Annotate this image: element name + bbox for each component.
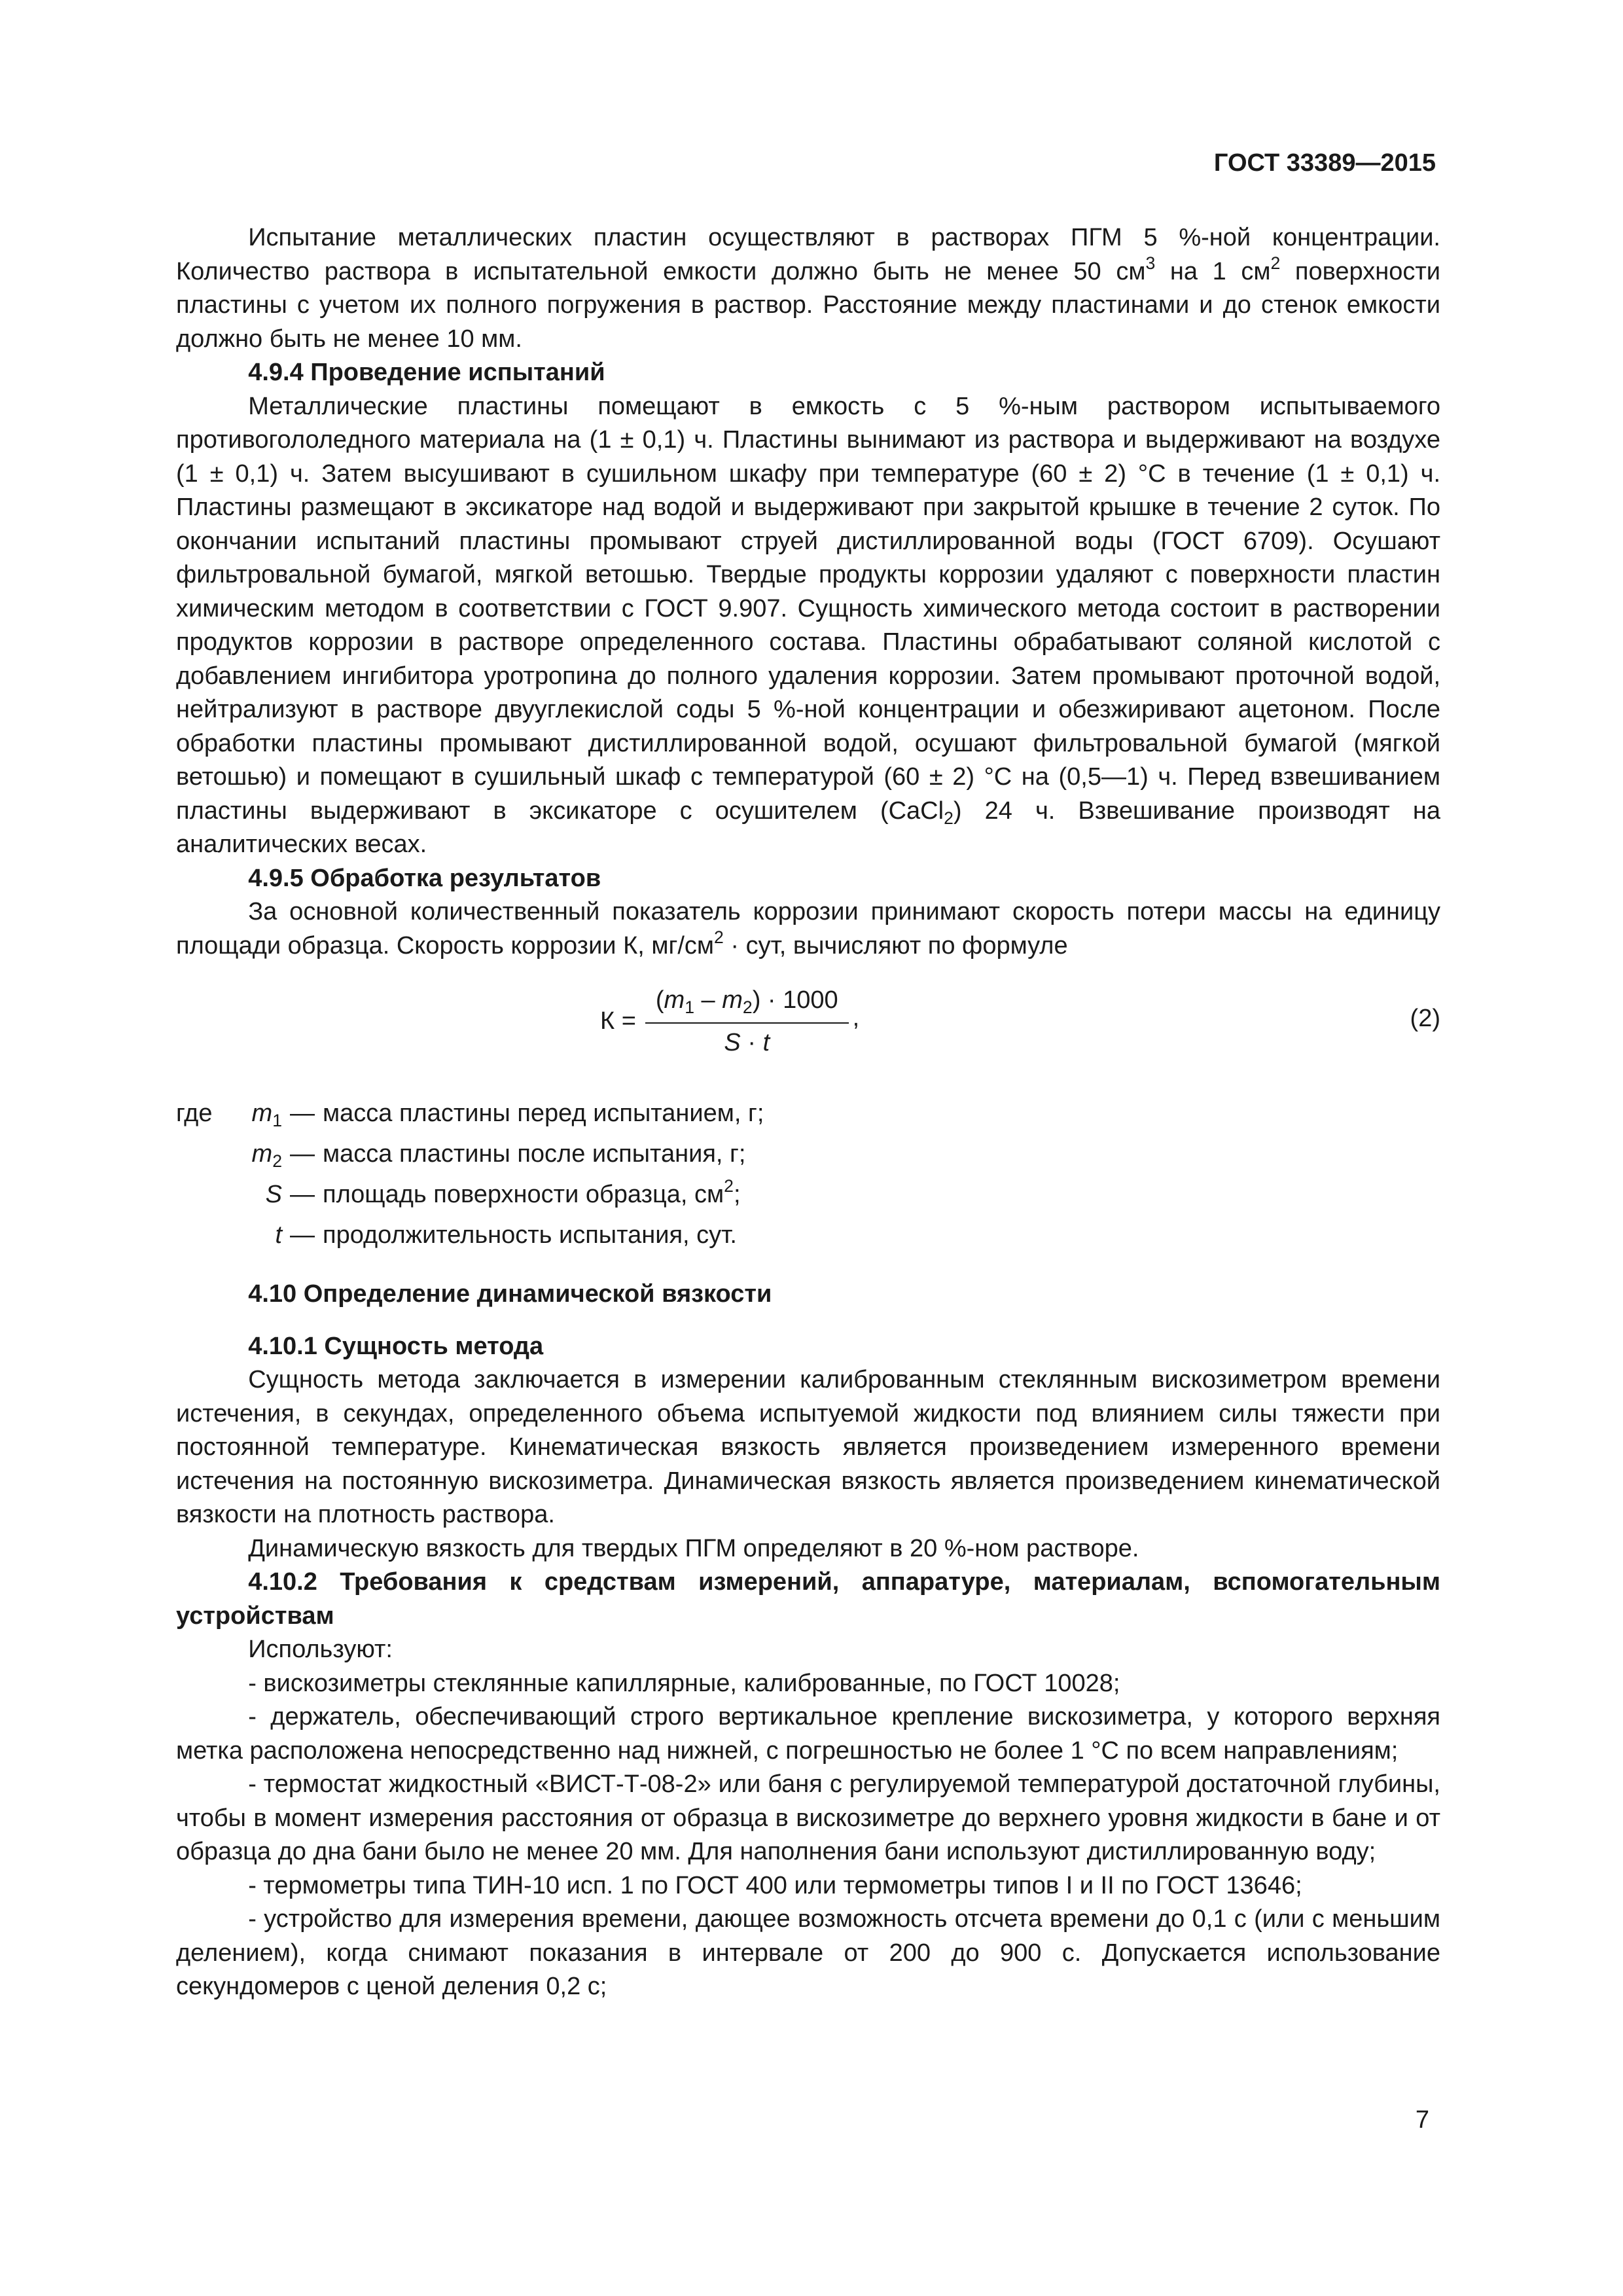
legend-row: S — площадь поверхности образца, $см^2$; (265, 1176, 741, 1208)
formula-fraction (645, 984, 849, 1060)
legend-row: t — продолжительность испытания, сут. (275, 1221, 737, 1249)
section-4-10-2-intro: Используют: (248, 1636, 393, 1663)
page-number: 7 (1415, 2106, 1429, 2134)
section-4-10-1-note: Динамическую вязкость для твердых ПГМ определяют в 20 %-ном растворе. (248, 1534, 1139, 1562)
formula-2: К = $\frac{(m_1 - m_2) \cdot 1000}{S \cdot t}$ , (600, 982, 859, 1061)
list-item: - вискозиметры стеклянные капиллярные, калиброванные, по ГОСТ 10028; (248, 1669, 1120, 1697)
section-heading-4-9-4: 4.9.4 Проведение испытаний (248, 359, 605, 386)
variable-legend (176, 1097, 1440, 1259)
section-4-10-1-text: Сущность метода заключается в измерении калиброванным стеклянным вискозиметром времени истечения, в секундах, определенного объема испытуемой жидкости под влиянием силы тяжести при постоянной температуре. Кинематическая вязкость является произведением измеренного времени истечения на постоянную вискозиметра. Динамическая вязкость является произведением кинематической вязкости на плотность раствора. (176, 1366, 1440, 1528)
section-heading-4-10: 4.10 Определение динамической вязкости (248, 1280, 772, 1308)
legend-row: где $m_1$ — масса пластины перед испытанием, г; (176, 1100, 764, 1130)
section-heading-4-10-2: 4.10.2 Требования к средствам измерений, аппаратуре, материалам, вспомогательным устройствам (176, 1568, 1440, 1630)
intro-paragraph: Испытание металлических пластин осуществляют в растворах ПГМ 5 %-ной концентрации. Количество раствора в испытательной емкости должно быть не менее 50 $см^3$ на 1 $см^2$ поверхности пластины с учетом их полного погружения в раствор. Расстояние между пластинами и до стенок емкости должно быть не менее 10 мм. (176, 224, 1440, 353)
formula-block (176, 982, 1440, 1074)
legend-row: $m_2$ — масса пластины после испытания, г; (251, 1140, 746, 1171)
document-header: ГОСТ 33389—2015 (1213, 149, 1436, 177)
list-item: - держатель, обеспечивающий строго вертикальное крепление вискозиметра, у которого верхняя метка расположена непосредственно над нижней, с погрешностью не более 1 °С по всем направлениям; (176, 1703, 1440, 1765)
formula-denominator: S · t (724, 1029, 770, 1056)
section-heading-4-9-5: 4.9.5 Обработка результатов (248, 864, 601, 892)
section-heading-4-10-1: 4.10.1 Сущность метода (248, 1332, 544, 1360)
list-item: - термометры типа ТИН-10 исп. 1 по ГОСТ 400 или термометры типов I и II по ГОСТ 13646; (248, 1871, 1302, 1899)
section-4-9-5-text: За основной количественный показатель коррозии принимают скорость потери массы на единицу площади образца. Скорость коррозии К, $мг/см^2$ · сут, вычисляют по формуле (176, 898, 1440, 960)
formula-lhs: К = (600, 1007, 636, 1035)
formula-numerator: $(m_1 - m_2) \cdot 1000$ (645, 984, 849, 1024)
list-item: - термостат жидкостный «ВИСТ-Т-08-2» или баня с регулируемой температурой достаточной глубины, чтобы в момент измерения расстояния от образца в вискозиметре до верхнего уровня жидкости в бане и от образца до дна бани было не менее 20 мм. Для наполнения бани используют дистиллированную воду; (176, 1770, 1440, 1865)
formula-number: (2) (1410, 1005, 1440, 1032)
list-item: - устройство для измерения времени, дающее возможность отсчета времени до 0,1 с (или с меньшим делением), когда снимают показания в интервале от 200 до 900 с. Допускается использование секундомеров с ценой деления 0,2 с; (176, 1905, 1440, 2000)
section-4-9-4-text: Металлические пластины помещают в емкость с 5 %-ным раствором испытываемого противогололедного материала на (1 ± 0,1) ч. Пластины вынимают из раствора и выдерживают на воздухе (1 ± 0,1) ч. Затем высушивают в сушильном шкафу при температуре (60 ± 2) °С в течение (1 ± 0,1) ч. Пластины размещают в эксикаторе над водой и выдерживают при закрытой крышке в течение 2 суток. По окончании испытаний пластины промывают струей дистиллированной воды (ГОСТ 6709). Осушают фильтровальной бумагой, мягкой ветошью. Твердые продукты коррозии удаляют с поверхности пластин химическим методом в соответствии с ГОСТ 9.907. Сущность химического метода состоит в растворении продуктов коррозии в растворе определенного состава. Пластины обрабатывают соляной кислотой с добавлением ингибитора уротропина до полного удаления коррозии. Затем промывают проточной водой, нейтрализуют в растворе двууглекислой соды 5 %-ной концентрации и обезжиривают ацетоном. После обработки пластины промывают дистиллированной водой, осушают фильтровальной бумагой (мягкой ветошью) и помещают в сушильный шкаф с температурой (60 ± 2) °С на (0,5—1) ч. Перед взвешиванием пластины выдерживают в эксикаторе с осушителем (CaCl$_2$) 24 ч. Взвешивание производят на аналитических весах. (176, 392, 1440, 858)
document-body (176, 221, 1440, 2004)
